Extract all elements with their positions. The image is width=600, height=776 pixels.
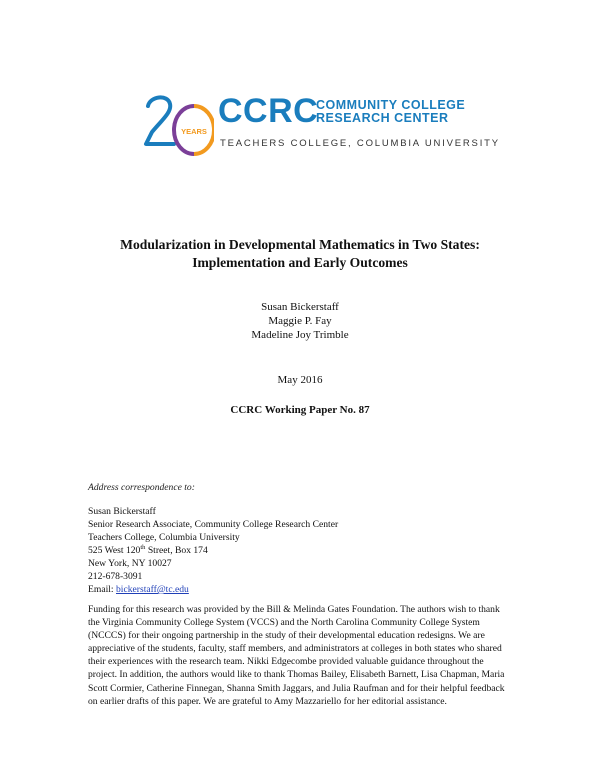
contact-street: 525 West 120th Street, Box 174 [88,543,208,556]
author: Madeline Joy Trimble [251,329,349,341]
affiliation: TEACHERS COLLEGE, COLUMBIA UNIVERSITY [220,138,500,149]
years-text: YEARS [181,127,207,136]
author: Maggie P. Fay [268,315,332,327]
working-paper-number: CCRC Working Paper No. 87 [230,404,370,416]
funding-acknowledgment: Funding for this research was provided by the Bill & Melinda Gates Foundation. The authors wish to thank the Virginia Community College System (VCCS) and the North Carolina Community College System (NCCCS) for their ongoing partnership in the study of their developmental education redesigns. We are appreciative of the students, faculty, staff members, and administrators at colleges in both states who shared their experiences with the research team. Nikki Edgecombe provided valuable guidance throughout the project. In addition, the authors would like to thank Thomas Bailey, Elisabeth Barnett, Lisa Chapman, Maria Scott Cormier, Catherine Finnegan, Shanna Smith Jaggars, and Julia Raufman and for their helpful feedback on earlier drafts of this paper. We are grateful to Amy Mazzariello for her editorial assistance. [88,604,505,707]
contact-position: Senior Research Associate, Community College Research Center [88,519,339,530]
publication-date: May 2016 [277,374,323,386]
contact-institution: Teachers College, Columbia University [88,532,240,543]
center-name-line2: RESEARCH CENTER [316,111,449,125]
contact-block [88,505,338,596]
paper-title [0,236,600,272]
center-name-line1: COMMUNITY COLLEGE [316,98,466,112]
author: Susan Bickerstaff [261,301,339,313]
anniversary-20-years-icon [140,94,214,160]
email-link[interactable]: bickerstaff@tc.edu [115,584,189,595]
ccrc-logo [140,92,500,160]
ccrc-acronym: CCRC [218,92,319,130]
center-name [316,99,465,125]
contact-city: New York, NY 10027 [88,558,172,569]
contact-name: Susan Bickerstaff [88,506,156,517]
contact-phone: 212-678-3091 [88,571,143,582]
address-label: Address correspondence to: [88,482,195,493]
title-line-2: Implementation and Early Outcomes [192,255,408,270]
author-list [0,300,600,342]
contact-email: Email: bickerstaff@tc.edu [88,584,189,595]
title-line-1: Modularization in Developmental Mathematics in Two States: [120,237,480,252]
